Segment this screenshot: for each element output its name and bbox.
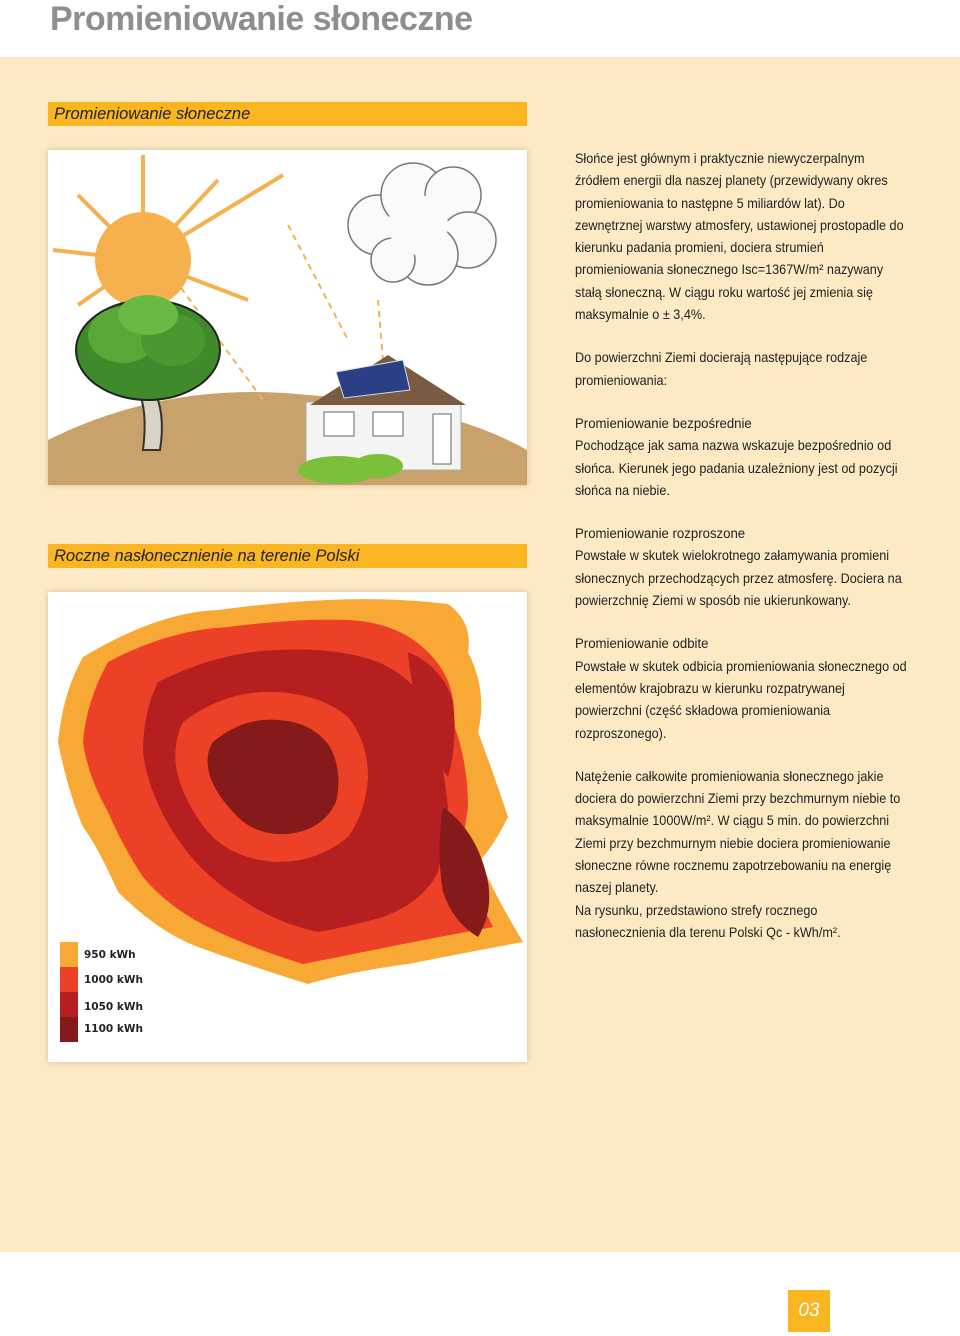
intro-paragraph: Słońce jest głównym i praktycznie niewyczerpalnym źródłem energii dla naszej planety (przewidywany okres promieniowania to następne 5 miliardów lat). Do zewnętrznej warstwy atmosfery, ustawionej prostopadle do kierunku padania promieni, dociera strumień promieniowania słonecznego Isc=1367W/m² nazywany stałą słoneczną. W ciągu roku wartość jej zmienia się maksymalnie o ± 3,4%. xyxy=(575,151,904,323)
legend-label-1000: 1000 kWh xyxy=(84,974,143,986)
legend-swatch-1100 xyxy=(60,1017,78,1042)
legend-swatch-1000 xyxy=(60,967,78,992)
reflected-radiation-heading: Promieniowanie odbite xyxy=(575,636,709,653)
page-number-badge: 03 xyxy=(788,1290,830,1332)
door xyxy=(433,414,451,464)
window-right xyxy=(373,412,403,436)
diffuse-radiation-heading: Promieniowanie rozproszone xyxy=(575,526,746,543)
poland-map xyxy=(48,592,527,1062)
section-title-radiation: Promieniowanie słoneczne xyxy=(48,102,527,126)
map-description-paragraph: Na rysunku, przedstawiono strefy rocznego nasłonecznienia dla terenu Polski Qc - kWh/m². xyxy=(575,902,841,940)
legend-label-1100: 1100 kWh xyxy=(84,1023,143,1035)
direct-radiation-text: Pochodzące jak sama nazwa wskazuje bezpośrednio od słońca. Kierunek jego padania uzależniony jest od pozycji słońca na niebie. xyxy=(575,438,898,498)
insolation-map xyxy=(48,592,527,1062)
legend-label-1050: 1050 kWh xyxy=(84,1001,143,1013)
sun-house-scene xyxy=(48,150,527,485)
types-intro-paragraph: Do powierzchni Ziemi docierają następujące rodzaje promieniowania: xyxy=(575,350,868,388)
legend-label-950: 950 kWh xyxy=(84,949,136,961)
cloud-icon xyxy=(348,163,496,285)
window-left xyxy=(324,412,354,436)
body-text-column xyxy=(575,148,910,944)
total-intensity-paragraph: Natężenie całkowite promieniowania słonecznego jakie dociera do powierzchni Ziemi przy bezchmurnym niebie to maksymalnie 1000W/m². W ciągu 5 min. do powierzchni Ziemi przy bezchmurnym niebie dociera promieniowanie słoneczne równe rocznemu zapotrzebowaniu na energię naszej planety. xyxy=(575,768,901,896)
page-title: Promieniowanie słoneczne xyxy=(50,0,473,38)
diffuse-radiation-text: Powstałe w skutek wielokrotnego załamywania promieni słonecznych przechodzących przez atmosferę. Dociera na powierzchnię Ziemi w sposób nie ukierunkowany. xyxy=(575,548,902,609)
map-legend xyxy=(60,942,143,1042)
section-title-map: Roczne nasłonecznienie na terenie Polski xyxy=(48,544,527,568)
solar-illustration xyxy=(48,150,527,485)
legend-swatch-950 xyxy=(60,942,78,967)
legend-swatch-1050 xyxy=(60,992,78,1017)
sun-icon xyxy=(95,212,191,308)
house-icon xyxy=(306,355,466,470)
reflected-radiation-text: Powstałe w skutek odbicia promieniowania słonecznego od elementów krajobrazu w kierunku rozpatrywanej powierzchni (część składowa promieniowania rozproszonego). xyxy=(575,658,907,741)
direct-radiation-heading: Promieniowanie bezpośrednie xyxy=(575,415,752,432)
